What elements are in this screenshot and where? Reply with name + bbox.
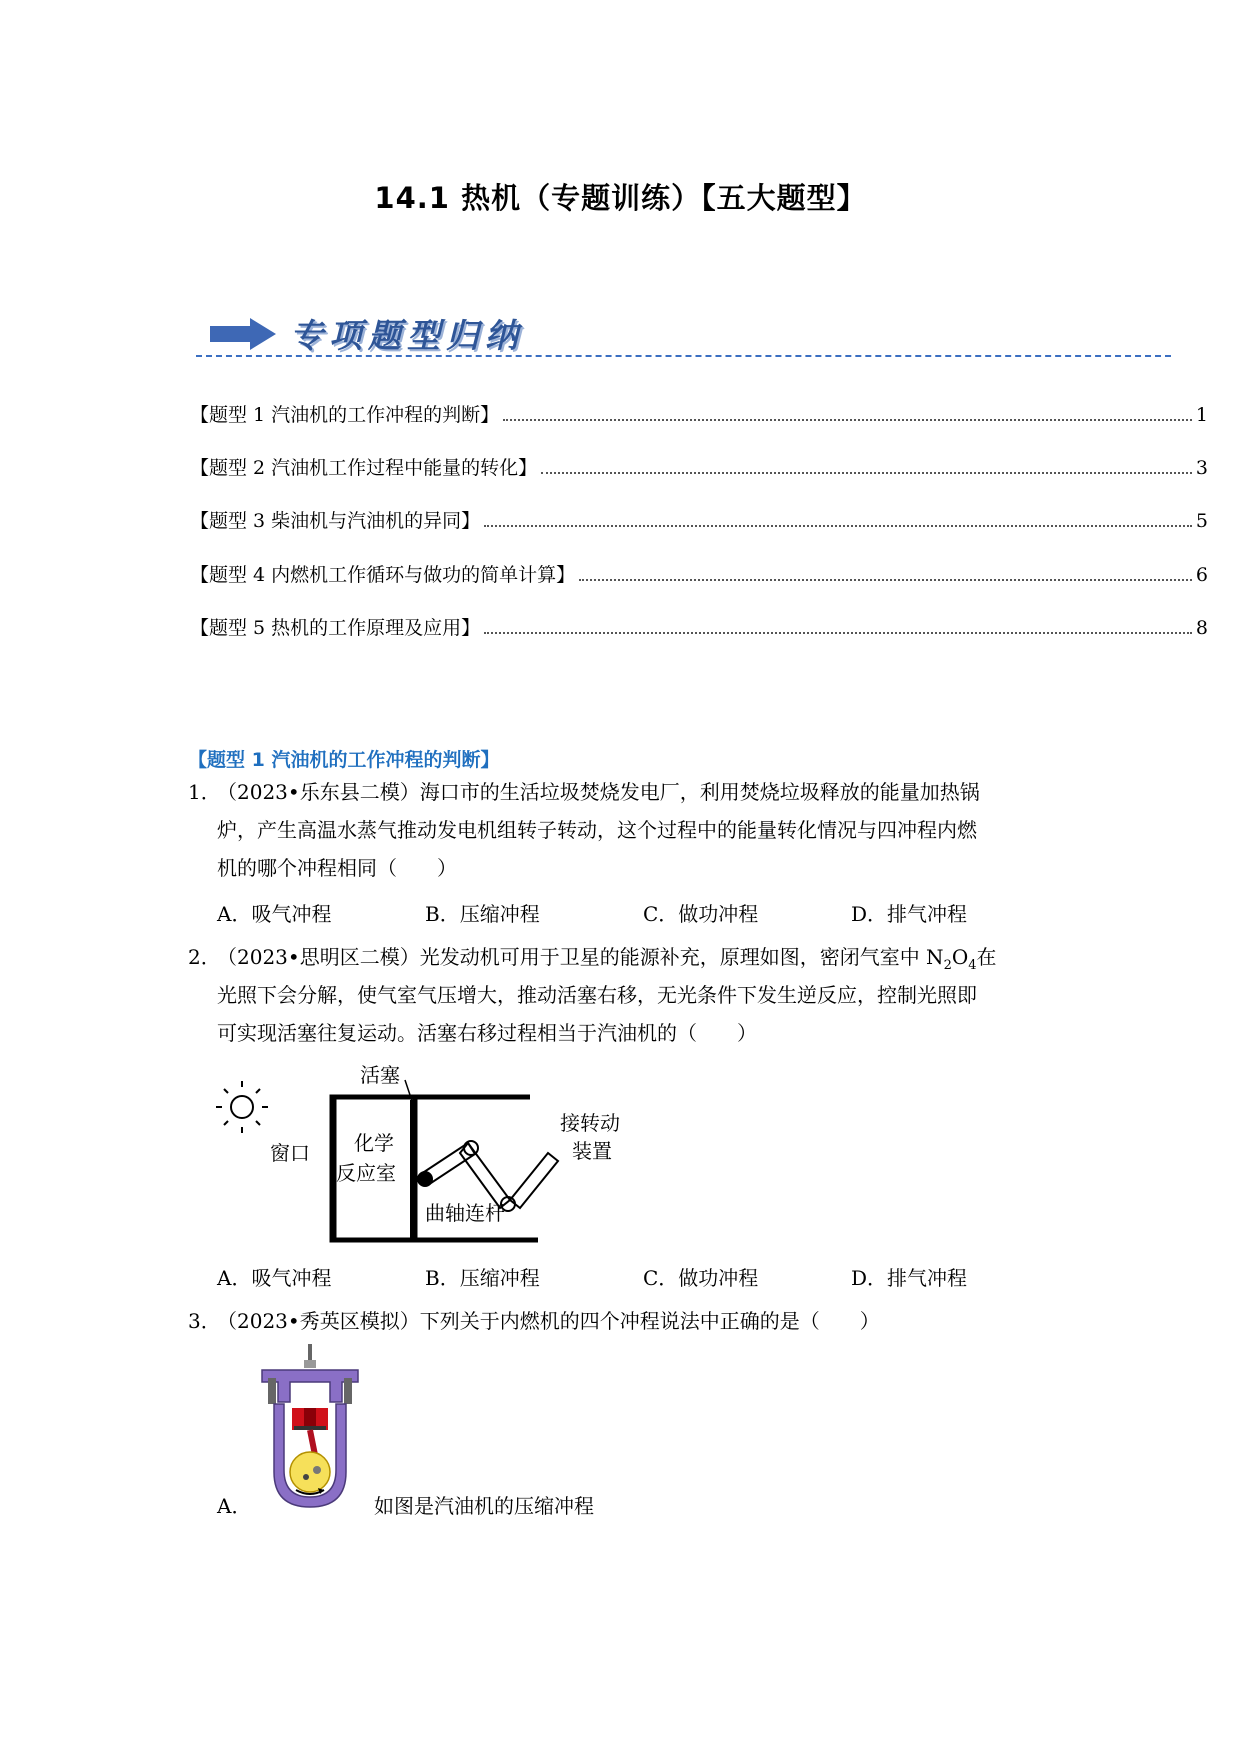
page-title: 14.1 热机（专题训练）【五大题型】	[374, 181, 867, 215]
option-a-text[interactable]: 如图是汽油机的压缩冲程	[374, 1494, 594, 1518]
toc-leader	[579, 561, 1192, 581]
toc-item[interactable]	[190, 506, 1208, 536]
option-d[interactable]: D．排气冲程	[851, 902, 968, 926]
toc-item-label: 【题型 2 汽油机工作过程中能量的转化】	[190, 457, 538, 479]
toc-item[interactable]	[190, 453, 1208, 483]
toc-item-page: 8	[1195, 617, 1208, 639]
option-d[interactable]: D．排气冲程	[851, 1266, 968, 1290]
toc-item[interactable]	[190, 400, 1208, 430]
question-number: 1．	[188, 780, 221, 804]
option-c[interactable]: C．做功冲程	[643, 902, 759, 926]
toc-item-page: 1	[1195, 404, 1208, 426]
question-text-line: （2023•乐东县二模）海口市的生活垃圾焚烧发电厂，利用焚烧垃圾释放的能量加热锅	[217, 780, 980, 804]
label-piston: 活塞	[360, 1063, 400, 1087]
section-banner-title: 专项题型归纳	[290, 316, 524, 355]
toc-item-label: 【题型 1 汽油机的工作冲程的判断】	[190, 404, 500, 426]
option-b[interactable]: B．压缩冲程	[425, 1266, 540, 1290]
question-number: 2．	[188, 945, 221, 969]
toc-item-label: 【题型 3 柴油机与汽油机的异同】	[190, 510, 481, 532]
toc-leader	[484, 507, 1192, 527]
section-heading: 【题型 1 汽油机的工作冲程的判断】	[188, 749, 500, 771]
label-device-1: 接转动	[560, 1111, 620, 1135]
light-engine-figure	[210, 1050, 670, 1250]
question-text-line: 可实现活塞往复运动。活塞右移过程相当于汽油机的（ ）	[217, 1021, 757, 1045]
toc-item[interactable]	[190, 613, 1208, 643]
option-b[interactable]: B．压缩冲程	[425, 902, 540, 926]
label-crank: 曲轴连杆	[425, 1201, 505, 1225]
label-chamber-1: 化学	[354, 1131, 394, 1155]
toc-leader	[503, 401, 1192, 421]
question-number: 3．	[188, 1309, 221, 1333]
question-text-line: 机的哪个冲程相同（ ）	[217, 856, 457, 880]
banner-divider	[196, 355, 1171, 357]
arrow-right-icon	[210, 318, 276, 352]
sun-icon	[216, 1081, 268, 1133]
toc-item[interactable]	[190, 560, 1208, 590]
label-chamber-2: 反应室	[336, 1161, 396, 1185]
toc-item-page: 3	[1195, 457, 1208, 479]
question-text-line: （2023•秀英区模拟）下列关于内燃机的四个冲程说法中正确的是（ ）	[217, 1309, 880, 1333]
toc-item-page: 6	[1195, 564, 1208, 586]
question-text-line: 炉，产生高温水蒸气推动发电机组转子转动，这个过程中的能量转化情况与四冲程内燃	[217, 818, 977, 842]
label-device-2: 装置	[572, 1139, 612, 1163]
option-a[interactable]: A．吸气冲程	[217, 902, 332, 926]
toc-item-label: 【题型 4 内燃机工作循环与做功的简单计算】	[190, 564, 576, 586]
toc-leader	[541, 454, 1192, 474]
toc-item-label: 【题型 5 热机的工作原理及应用】	[190, 617, 481, 639]
toc-leader	[484, 614, 1192, 634]
label-window: 窗口	[270, 1141, 310, 1165]
engine-cylinder-figure	[254, 1342, 374, 1512]
toc-item-page: 5	[1195, 510, 1208, 532]
option-c[interactable]: C．做功冲程	[643, 1266, 759, 1290]
option-a[interactable]: A．吸气冲程	[217, 1266, 332, 1290]
option-a-label[interactable]: A．	[217, 1494, 252, 1518]
question-text-line: 光照下会分解，使气室气压增大，推动活塞右移，无光条件下发生逆反应，控制光照即	[217, 983, 977, 1007]
question-text-line: （2023•思明区二模）光发动机可用于卫星的能源补充，原理如图，密闭气室中 $N_2O_4$在	[217, 945, 997, 973]
